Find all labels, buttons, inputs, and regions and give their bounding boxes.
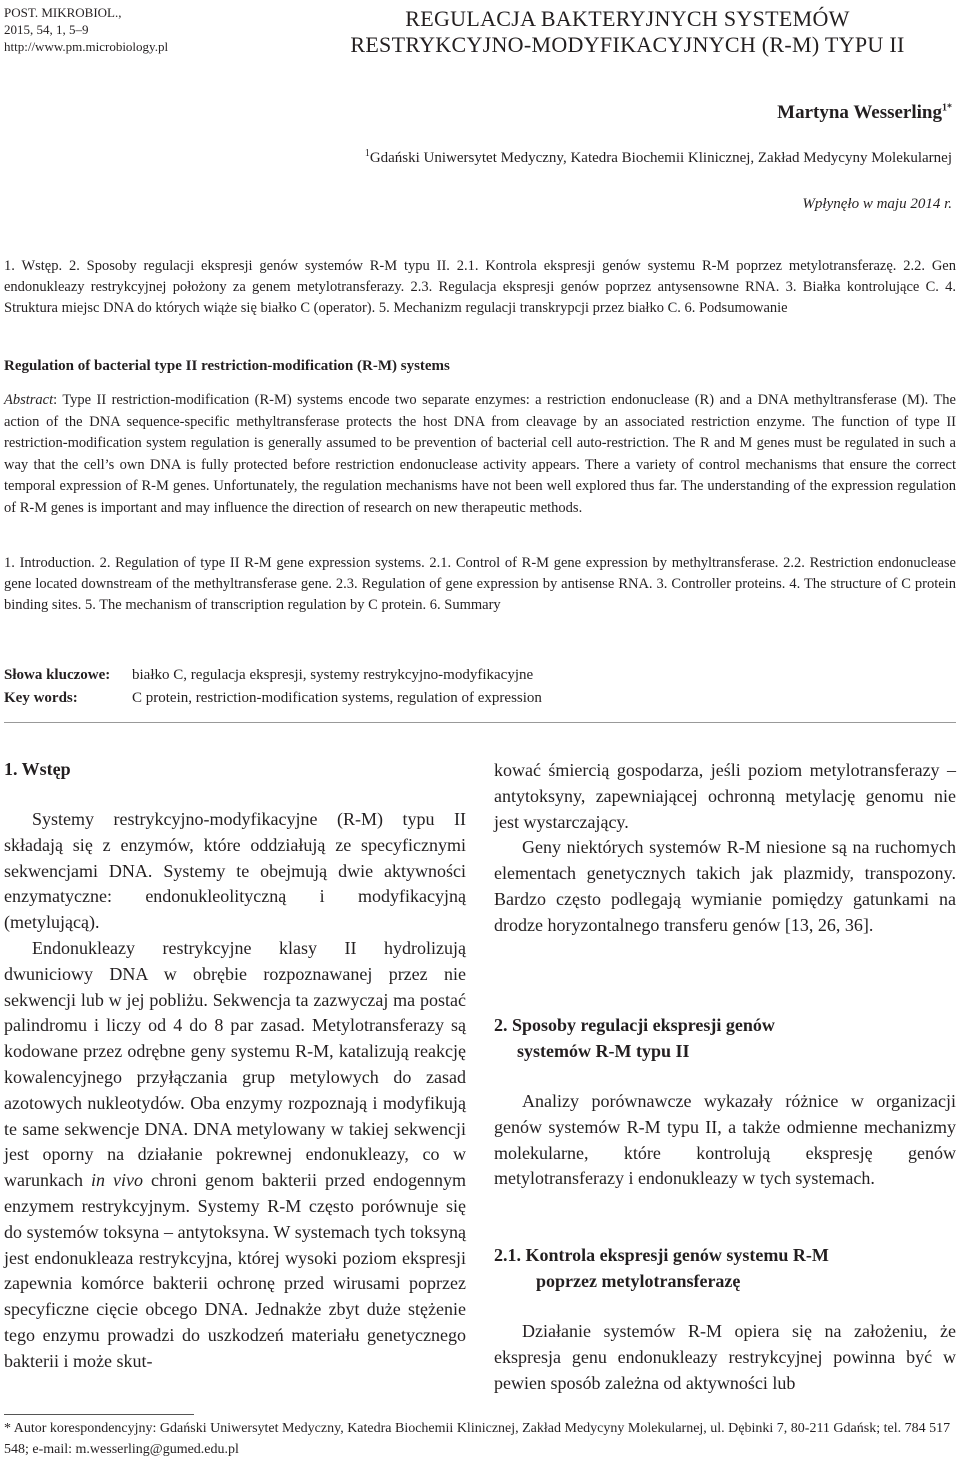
journal-url[interactable]: http://www.pm.microbiology.pl (4, 39, 169, 54)
paragraph-2-part-a: Endonukleazy restrykcyjne klasy II hydrolizują dwuniciowy DNA w obrębie rozpoznawanej przez nie sekwencji lub w jej pobliżu. Sekwencja ta zazwyczaj ma postać palindromu i liczy od 4 do 8 par zasad. Metylotransferazy są kodowane przez odrębne geny systemu R-M, katalizują reakcję kowalencyjnego przyłączania grup metylowych do zasad azotowych nukleotydów. Oba enzymy rozpoznają i modyfikują te same sekwencje DNA. DNA metylowany w takiej sekwencji jest oporny na działanie pokrewnej endonukleazy, co w warunkach (4, 937, 466, 1191)
journal-info (4, 4, 214, 55)
paragraph-4: Geny niektórych systemów R-M niesione są na ruchomych elementach genetycznych takich jak plazmidy, transpozony. Bardzo często podlegają wymianie pomiędzy gatunkami na drodze horyzontalnego transferu genów [13, 26, 36]. (494, 837, 956, 935)
section-2-heading (494, 1012, 934, 1064)
keywords-pl-row (4, 664, 542, 687)
keywords-en-value: C protein, restriction-modification systems, regulation of expression (132, 690, 542, 706)
abstract (4, 390, 956, 520)
affiliation (365, 150, 952, 167)
section-2-1-heading (494, 1242, 934, 1294)
keywords-en-label: Key words: (4, 690, 78, 706)
abstract-text: : Type II restriction-modification (R-M) systems encode two separate enzymes: a restriction endonuclease (R) and a DNA methyltransferase (M). The action of the DNA sequence-specific methyltransferase protects the host DNA from cleavage by an associated restriction enzyme. The function of type II restriction-modification system regulation is generally assumed to be prevention of bacterial cell auto-restriction. The R and M genes must be regulated in such a way that the cell’s own DNA is fully protected before restriction endonuclease activity appears. There a variety of control mechanisms that ensure the correct temporal expression of R-M genes. Unfortunately, the regulation mechanisms have not been well explored thus far. The understanding of the expression regulation of R-M genes is important and may influence the direction of research on new therapeutic methods. (4, 392, 956, 516)
paragraph-2-italic: in vivo (90, 1170, 143, 1191)
section-1-heading: 1. Wstęp (4, 759, 71, 779)
paragraph-6: Działanie systemów R-M opiera się na założeniu, że ekspresja genu endonukleazy restrykcyjnej powinna być w pewien sposób zależna od aktywności lub (494, 1321, 956, 1393)
author-name-text: Martyna Wesserling (777, 102, 942, 123)
keywords-en-row (4, 687, 542, 710)
footnote-divider (4, 1414, 194, 1415)
left-column (4, 756, 466, 1375)
paragraph-2 (4, 936, 466, 1375)
paragraph-2-part-b: chroni genom bakterii przed endogennym enzymem restrykcyjnym. Systemy R-M często porównuje się do systemów toksyna – antytoksyna. W systemach tych toksyną jest endonukleaza restrykcyjna, której wysoki poziom ekspresji zapewnia komórce bakterii ochronę przed wirusami poprzez specyficzne cięcie obcego DNA. Jednakże zbyt duże stężenie tego enzymu prowadzi do uszkodzeń materiału genetycznego bakterii i może skut- (4, 1170, 467, 1371)
paragraph-5: Analizy porównawcze wykazały różnice w organizacji genów systemów R-M typu II, a także odmienne mechanizmy molekularne, które kontrolują ekspresję genów metylotransferazy i endonukleazy w tych systemach. (494, 1091, 956, 1189)
journal-volume: 2015, 54, 1, 5–9 (4, 22, 89, 37)
received-date: Wpłynęło w maju 2014 r. (802, 196, 952, 212)
section-2-heading-line-2: systemów R-M typu II (517, 1041, 690, 1061)
right-column-top (494, 758, 956, 939)
keywords-pl-value: białko C, regulacja ekspresji, systemy restrykcyjno-modyfikacyjne (132, 667, 534, 683)
paragraph-1: Systemy restrykcyjno-modyfikacyjne (R-M) typu II składają się z enzymów, które oddziałują ze specyficznymi sekwencjami DNA. Systemy te obejmują dwie aktywności enzymatyczne: endonukleolityczną i modyfikacyjną (metylującą). (4, 809, 466, 933)
affiliation-text: Gdański Uniwersytet Medyczny, Katedra Biochemii Klinicznej, Zakład Medycyny Molekularnej (369, 150, 952, 166)
table-of-contents-en: 1. Introduction. 2. Regulation of type II R-M gene expression systems. 2.1. Control of R-M gene expression by methyltransferase. 2.2. Restriction endonuclease gene located downstream of the methyltransferase gene. 2.3. Regulation of gene expression by antisense RNA. 3. Controller proteins. 4. The structure of C protein binding sites. 5. The mechanism of transcription regulation by C protein. 6. Summary (4, 555, 956, 613)
article-title (300, 6, 955, 58)
english-title: Regulation of bacterial type II restriction-modification (R-M) systems (4, 358, 450, 374)
title-line-1: REGULACJA BAKTERYJNYCH SYSTEMÓW (405, 6, 850, 31)
section-divider (4, 722, 956, 723)
section-2-heading-line-1: 2. Sposoby regulacji ekspresji genów (494, 1015, 775, 1035)
affiliation-marker: 1 (364, 148, 370, 159)
author-name (777, 102, 952, 124)
section-2-1-heading-line-2: poprzez metylotransferazę (536, 1271, 741, 1291)
right-column-bottom (494, 1319, 956, 1396)
paragraph-3: kować śmiercią gospodarza, jeśli poziom metylotransferazy – antytoksyny, zapewniającej ochronną metylację genomu nie jest wystarczający. (494, 760, 956, 832)
right-column-middle (494, 1089, 956, 1192)
journal-name: POST. MIKROBIOL., (4, 5, 122, 20)
footnote: * Autor korespondencyjny: Gdański Uniwersytet Medyczny, Katedra Biochemii Klinicznej, Zakład Medycyny Molekularnej, ul. Dębinki 7, 80-211 Gdańsk; tel. 784 517 548; e-mail: m.wesserling@gumed.edu.pl (4, 1421, 951, 1457)
title-line-2: RESTRYKCYJNO-MODYFIKACYJNYCH (R-M) TYPU II (350, 32, 905, 57)
author-marker: 1* (942, 102, 952, 114)
table-of-contents-pl: 1. Wstęp. 2. Sposoby regulacji ekspresji genów systemów R-M typu II. 2.1. Kontrola ekspresji genów systemu R-M poprzez metylotransferazę. 2.2. Gen endonukleazy restrykcyjnej położony za genem metylotransferazy. 2.3. Regulacja ekspresji genów poprzez antysensowne RNA. 3. Białka kontrolujące C. 4. Struktura miejsc DNA do których wiąże się białko C (operator). 5. Mechanizm regulacji transkrypcji przez białko C. 6. Podsumowanie (4, 258, 956, 316)
abstract-label: Abstract (4, 392, 54, 408)
keywords (4, 664, 542, 710)
section-2-1-heading-line-1: 2.1. Kontrola ekspresji genów systemu R-M (494, 1245, 829, 1265)
keywords-pl-label: Słowa kluczowe: (4, 667, 111, 683)
